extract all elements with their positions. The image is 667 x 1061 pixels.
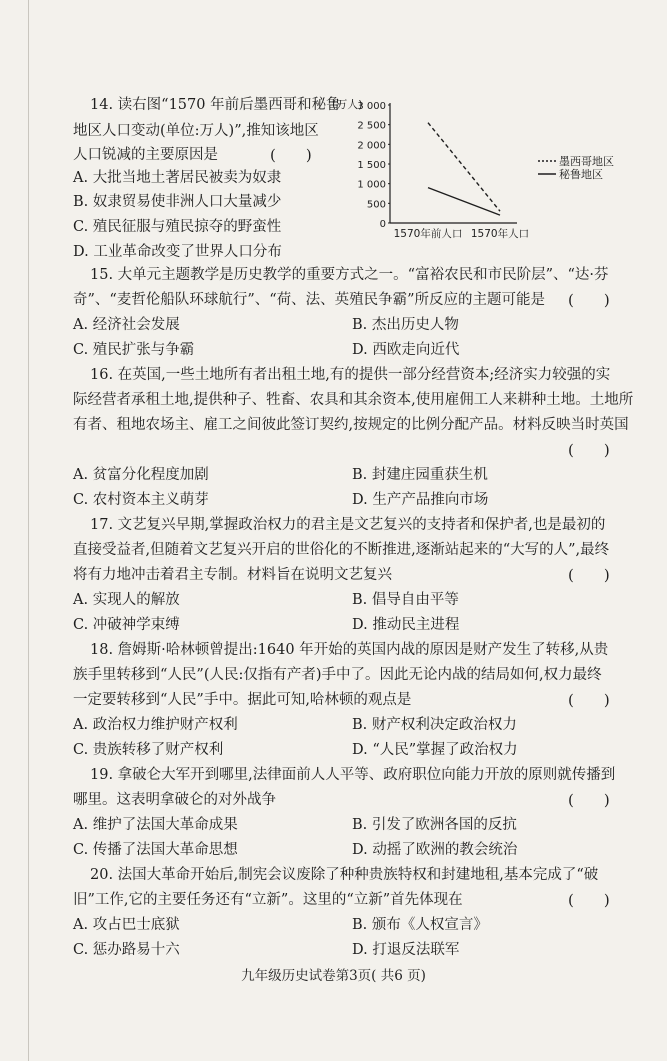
y-tick-label: 0 xyxy=(379,219,386,230)
q16-line-2: 际经营者承租土地,提供种子、牲畜、农具和其余资本,使用雇佣工人来耕种土地。土地所 xyxy=(73,392,634,408)
q14-line-1: 14. 读右图“1570 年前后墨西哥和秘鲁 xyxy=(90,97,341,113)
q15-option-a: A. 经济社会发展 xyxy=(73,317,180,333)
q15-option-b: B. 杰出历史人物 xyxy=(352,317,459,333)
chart-series xyxy=(428,123,500,215)
chart-legend xyxy=(538,154,614,181)
y-tick-label: 3 000 xyxy=(357,101,386,112)
q15-line-1: 15. 大单元主题教学是历史教学的重要方式之一。“富裕农民和市民阶层”、“达·芬 xyxy=(90,267,609,283)
q14-option-d: D. 工业革命改变了世界人口分布 xyxy=(73,244,282,260)
q15-option-c: C. 殖民扩张与争霸 xyxy=(73,342,195,358)
q17-option-b: B. 倡导自由平等 xyxy=(352,592,459,608)
q20-option-b: B. 颁布《人权宣言》 xyxy=(352,917,488,933)
q20-line-1: 20. 法国大革命开始后,制宪会议废除了种种贵族特权和封建地租,基本完成了“破 xyxy=(90,867,599,883)
q19-option-d: D. 动摇了欧洲的教会统治 xyxy=(352,842,518,858)
x-tick-label: 1570年人口 xyxy=(470,228,530,240)
q18-option-a: A. 政治权力维护财产权利 xyxy=(73,717,238,733)
q16-option-a: A. 贫富分化程度加剧 xyxy=(73,467,209,483)
x-tick-label: 1570年前人口 xyxy=(393,228,463,240)
q20-line-2: 旧”工作,它的主要任务还有“立新”。这里的“立新”首先体现在 xyxy=(73,892,463,908)
legend-label-1: 墨西哥地区 xyxy=(559,155,614,168)
x-axis-labels xyxy=(394,227,529,240)
q16-line-3: 有者、租地农场主、雇工之间彼此签订契约,按规定的比例分配产品。材料反映当时英国 xyxy=(73,417,629,433)
legend-label-2: 秘鲁地区 xyxy=(559,168,603,181)
q19-line-1: 19. 拿破仑大军开到哪里,法律面前人人平等、政府职位向能力开放的原则就传播到 xyxy=(90,767,616,783)
q18-option-b: B. 财产权利决定政治权力 xyxy=(352,717,517,733)
q19-answer-paren: ( ) xyxy=(568,791,610,809)
y-tick-label: 2 500 xyxy=(357,120,386,132)
q20-option-c: C. 惩办路易十六 xyxy=(73,942,180,958)
q16-answer-paren: ( ) xyxy=(568,441,610,459)
q17-option-d: D. 推动民主进程 xyxy=(352,617,460,633)
q17-option-c: C. 冲破神学束缚 xyxy=(73,617,180,633)
q19-option-a: A. 维护了法国大革命成果 xyxy=(73,817,238,833)
q15-option-d: D. 西欧走向近代 xyxy=(352,342,460,358)
q18-line-1: 18. 詹姆斯·哈林顿曾提出:1640 年开始的英国内战的原因是财产发生了转移,从贵 xyxy=(90,642,609,658)
q19-option-b: B. 引发了欧洲各国的反抗 xyxy=(352,817,517,833)
scan-edge-line xyxy=(28,0,29,1061)
q18-answer-paren: ( ) xyxy=(568,691,610,709)
q14-option-c: C. 殖民征服与殖民掠夺的野蛮性 xyxy=(73,219,282,235)
q17-answer-paren: ( ) xyxy=(568,566,610,584)
q16-option-c: C. 农村资本主义萌芽 xyxy=(73,492,209,508)
q17-line-3: 将有力地冲击着君主专制。材料旨在说明文艺复兴 xyxy=(73,567,392,583)
y-tick-label: 1 500 xyxy=(357,160,386,171)
y-tick-label: 2 000 xyxy=(357,140,386,152)
q20-answer-paren: ( ) xyxy=(568,891,610,909)
q14-option-a: A. 大批当地土著居民被卖为奴隶 xyxy=(73,170,282,186)
y-axis-ticks xyxy=(357,101,390,230)
series-line-1 xyxy=(428,123,500,212)
q18-line-2: 族手里转移到“人民”(人民:仅指有产者)手中了。因此无论内战的结局如何,权力最终 xyxy=(73,667,602,683)
chart-ylabel: (万人) xyxy=(332,98,363,111)
q18-option-d: D. “人民”掌握了政治权力 xyxy=(352,742,518,758)
q17-line-1: 17. 文艺复兴早期,掌握政治权力的君主是文艺复兴的支持者和保护者,也是最初的 xyxy=(90,517,606,533)
q14-line-2: 地区人口变动(单位:万人)”,推知该地区 xyxy=(73,123,319,139)
q20-option-a: A. 攻占巴士底狱 xyxy=(73,917,180,933)
q14-line-3: 人口锐减的主要原因是 xyxy=(73,147,218,163)
q17-line-2: 直接受益者,但随着文艺复兴开启的世俗化的不断推进,逐渐站起来的“大写的人”,最终 xyxy=(73,542,610,558)
page-footer: 九年级历史试卷第3页( 共6 页) xyxy=(241,968,426,984)
q18-option-c: C. 贵族转移了财产权利 xyxy=(73,742,224,758)
chart-axes xyxy=(390,103,517,223)
y-tick-label: 1 000 xyxy=(357,179,386,191)
q20-option-d: D. 打退反法联军 xyxy=(352,942,460,958)
q19-option-c: C. 传播了法国大革命思想 xyxy=(73,842,238,858)
q17-option-a: A. 实现人的解放 xyxy=(73,592,180,608)
q19-line-2: 哪里。这表明拿破仑的对外战争 xyxy=(73,792,276,808)
q14-answer-paren: ( ) xyxy=(270,146,312,164)
q16-option-d: D. 生产产品推向市场 xyxy=(352,492,489,508)
q16-line-1: 16. 在英国,一些土地所有者出租土地,有的提供一部分经营资本;经济实力较强的实 xyxy=(90,367,611,383)
q15-answer-paren: ( ) xyxy=(568,291,610,309)
series-line-2 xyxy=(428,188,500,216)
y-tick-label: 500 xyxy=(366,199,386,211)
q18-line-3: 一定要转移到“人民”手中。据此可知,哈林顿的观点是 xyxy=(73,692,412,708)
q15-line-2: 奇”、“麦哲伦船队环球航行”、“荷、法、英殖民争霸”所反应的主题可能是 xyxy=(73,292,546,308)
q16-option-b: B. 封建庄园重获生机 xyxy=(352,467,488,483)
q14-option-b: B. 奴隶贸易使非洲人口大量减少 xyxy=(73,194,282,210)
population-line-chart xyxy=(332,95,654,245)
